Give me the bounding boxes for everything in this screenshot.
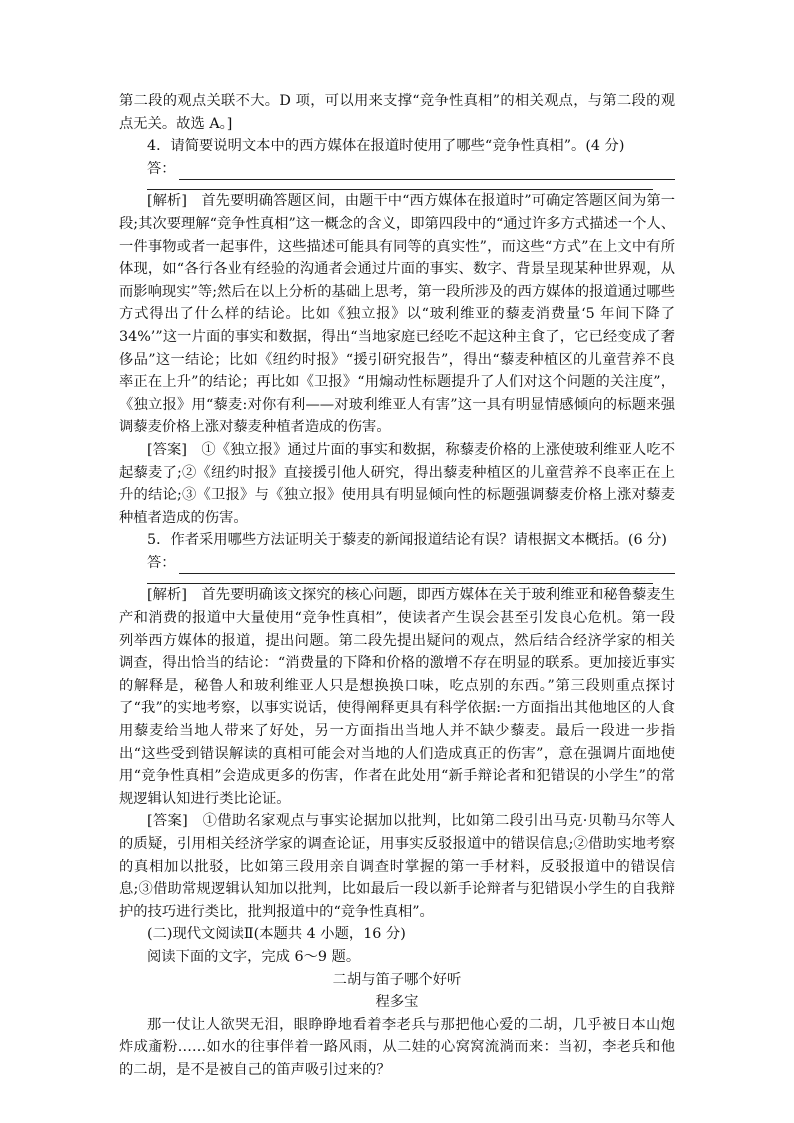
q4-answer	[119, 439, 675, 529]
q5-analysis	[119, 584, 675, 810]
document-page	[119, 90, 675, 1082]
q4-answer-text: ①《独立报》通过片面的事实和数据，称藜麦价格的上涨使玻利维亚人吃不起藜麦了;②《纽约时报》直接援引他人研究，得出藜麦种植区的儿童营养不良率正在上升的结论;③《卫报》与《独立报》使用具有明显倾向性的标题强调藜麦价格上涨对藜麦种植者造成的伤害。	[119, 441, 676, 526]
q4-analysis	[119, 190, 675, 439]
q5-answer	[119, 810, 675, 923]
q4-analysis-tag: [解析]	[147, 193, 187, 210]
q5-analysis-tag: [解析]	[147, 587, 187, 604]
section-heading: (二)现代文阅读Ⅱ(本题共 4 小题，16 分)	[147, 926, 406, 943]
q4-question: 4．请简要说明文本中的西方媒体在报道时使用了哪些“竞争性真相”。(4 分)	[147, 138, 625, 155]
q5-answer-rule	[179, 556, 675, 574]
q5-answer-label: 答：	[147, 554, 176, 571]
q5-question: 5．作者采用哪些方法证明关于藜麦的新闻报道结论有误？请根据文本概括。(6 分)	[147, 532, 667, 549]
q4-answer-tag: [答案]	[147, 441, 187, 458]
q5-analysis-text: 首先要明确该文探究的核心问题，即西方媒体在关于玻利维亚和秘鲁藜麦生产和消费的报道中大量使用“竞争性真相”，使读者产生误会甚至引发良心危机。第一段列举西方媒体的报道，提出问题。第二段先提出疑问的观点，然后结合经济学家的相关调查，得出恰当的结论：“消费量的下降和价格的激增不存在明显的联系。更加接近事实的解释是，秘鲁人和玻利维亚人只是想换换口味，吃点别的东西。”第三段则重点探讨了“我”的实地考察，以事实说话，使得阐释更具有科学依据:一方面指出其他地区的人食用藜麦给当地人带来了好处，另一方面指出当地人并不缺少藜麦。最后一段进一步指出“这些受到错误解读的真相可能会对当地的人们造成真正的伤害”，意在强调片面地使用“竞争性真相”会造成更多的伤害，作者在此处用“新手辩论者和犯错误的小学生”的常规逻辑认知进行类比论证。	[119, 587, 676, 807]
q5-answer-text: ①借助名家观点与事实论据加以批判，比如第二段引出马克·贝勒马尔等人的质疑，引用相关经济学家的调查论证，用事实反驳报道中的错误信息;②借助实地考察的真相加以批驳，比如第三段用亲自调查时掌握的第一手材料，反驳报道中的错误信息;③借助常规逻辑认知加以批判，比如最后一段以新手论辩者与犯错误小学生的自我辩护的技巧进行类比，批判报道中的“竞争性真相”。	[119, 813, 676, 920]
q4-answer-rule	[179, 162, 675, 180]
q3-analysis-tail: 第二段的观点关联不大。D 项，可以用来支撑“竞争性真相”的相关观点，与第二段的观点无关。故选 A。]	[119, 93, 675, 132]
passage-opening: 那一仗让人欲哭无泪，眼睁睁地看着李老兵与那把他心爱的二胡，几乎被日本山炮炸成齑粉……如水的往事伴着一路风雨，从二娃的心窝窝流淌而来：当初，李老兵和他的二胡，是不是被自己的笛声吸引过来的？	[119, 1016, 675, 1078]
passage-title: 二胡与笛子哪个好听	[332, 971, 462, 988]
q4-analysis-text: 首先要明确答题区间，由题干中“西方媒体在报道时”可确定答题区间为第一段;其次要理解“竞争性真相”这一概念的含义，即第四段中的“通过许多方式描述一个人、一件事物或者一起事件，这些描述可能具有同等的真实性”，而这些“方式”在上文中有所体现，如“各行各业有经验的沟通者会通过片面的事实、数字、背景呈现某种世界观，从而影响现实”等;然后在以上分析的基础上思考，第一段所涉及的西方媒体的报道通过哪些方式得出了什么样的结论。比如《独立报》以“玻利维亚的藜麦消费量‘5 年间下降了 34%’”这一片面的事实和数据，得出“当地家庭已经吃不起这种主食了，它已经变成了奢侈品”这一结论；比如《纽约时报》“援引研究报告”，得出“藜麦种植区的儿童营养不良率正在上升”的结论；再比如《卫报》“用煽动性标题提升了人们对这个问题的关注度”，《独立报》用“藜麦:对你有利——对玻利维亚人有害”这一具有明显情感倾向的标题来强调藜麦价格上涨对藜麦种植者造成的伤害。	[119, 193, 676, 436]
q5-answer-line	[119, 552, 675, 575]
q4-answer-label: 答：	[147, 160, 176, 177]
q4-answer-line	[119, 158, 675, 181]
q5-answer-tag: [答案]	[147, 813, 188, 830]
section-instruction: 阅读下面的文字，完成 6～9 题。	[147, 948, 361, 965]
passage-author: 程多宝	[375, 994, 419, 1011]
